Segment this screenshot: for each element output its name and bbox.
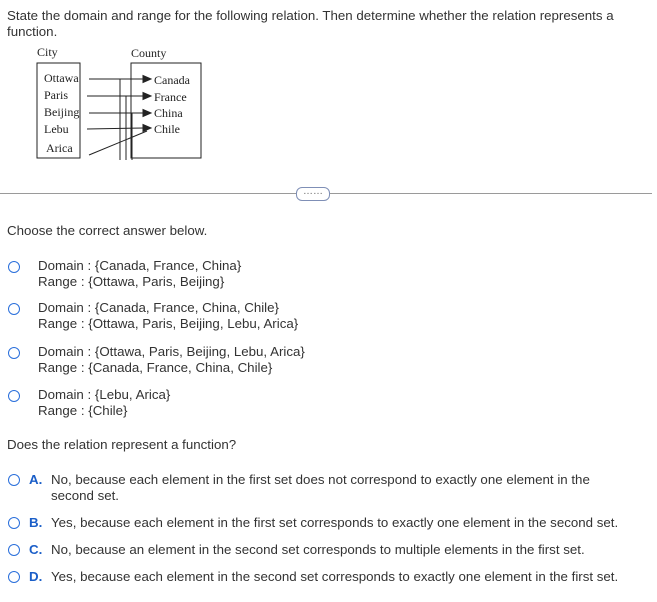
domain-text: Domain : {Canada, France, China, Chile} xyxy=(38,300,279,315)
range-text: Range : {Ottawa, Paris, Beijing, Lebu, Arica} xyxy=(38,316,299,331)
domain-option[interactable] xyxy=(8,344,628,378)
option-text: No, because each element in the first set does not correspond to exactly one element in the second set. xyxy=(51,472,590,503)
option-letter: A. xyxy=(29,472,43,487)
right-item: China xyxy=(154,106,183,120)
left-item: Arica xyxy=(46,141,73,155)
domain-option[interactable] xyxy=(8,387,628,421)
option-text: Yes, because each element in the second set corresponds to exactly one element in the first set. xyxy=(51,569,619,584)
range-text: Range : {Ottawa, Paris, Beijing} xyxy=(38,274,225,289)
arrow-head xyxy=(143,125,151,132)
prompt-choose: Choose the correct answer below. xyxy=(7,223,208,238)
radio-button[interactable] xyxy=(8,517,20,529)
radio-button[interactable] xyxy=(8,261,20,273)
arrow-head xyxy=(143,76,151,83)
domain-option[interactable] xyxy=(8,300,628,334)
option-letter: C. xyxy=(29,542,43,557)
right-item: Canada xyxy=(154,73,190,87)
left-header: City xyxy=(37,45,58,59)
arrow-line xyxy=(89,131,147,155)
relation-diagram xyxy=(0,0,657,190)
function-option-a[interactable] xyxy=(8,472,648,504)
arrow-head xyxy=(143,93,151,100)
function-option-d[interactable] xyxy=(8,569,648,585)
radio-button[interactable] xyxy=(8,571,20,583)
function-option-b[interactable] xyxy=(8,515,648,531)
domain-text: Domain : {Canada, France, China} xyxy=(38,258,242,273)
radio-button[interactable] xyxy=(8,390,20,402)
option-text: Yes, because each element in the first set corresponds to exactly one element in the second set. xyxy=(51,515,619,530)
mapping-arrows xyxy=(87,76,151,161)
left-item: Lebu xyxy=(44,122,69,136)
right-item: Chile xyxy=(154,122,180,136)
domain-text: Domain : {Ottawa, Paris, Beijing, Lebu, Arica} xyxy=(38,344,305,359)
right-header: County xyxy=(131,46,167,60)
radio-button[interactable] xyxy=(8,474,20,486)
radio-button[interactable] xyxy=(8,303,20,315)
more-button[interactable]: …… xyxy=(296,187,330,201)
domain-text: Domain : {Lebu, Arica} xyxy=(38,387,171,402)
domain-option[interactable] xyxy=(8,258,628,292)
right-item: France xyxy=(154,90,187,104)
option-text: No, because an element in the second set corresponds to multiple elements in the first set. xyxy=(51,542,585,557)
option-letter: D. xyxy=(29,569,43,584)
left-item: Paris xyxy=(44,88,68,102)
arrow-head xyxy=(143,110,151,117)
range-text: Range : {Chile} xyxy=(38,403,128,418)
range-text: Range : {Canada, France, China, Chile} xyxy=(38,360,273,375)
arrow-line xyxy=(87,128,144,129)
radio-button[interactable] xyxy=(8,544,20,556)
prompt-function: Does the relation represent a function? xyxy=(7,437,237,452)
function-option-c[interactable] xyxy=(8,542,648,558)
radio-button[interactable] xyxy=(8,347,20,359)
option-letter: B. xyxy=(29,515,43,530)
left-item: Beijing xyxy=(44,105,80,119)
left-item: Ottawa xyxy=(44,71,79,85)
question-text: State the domain and range for the following relation. Then determine whether the relation represents a function. xyxy=(7,8,614,39)
